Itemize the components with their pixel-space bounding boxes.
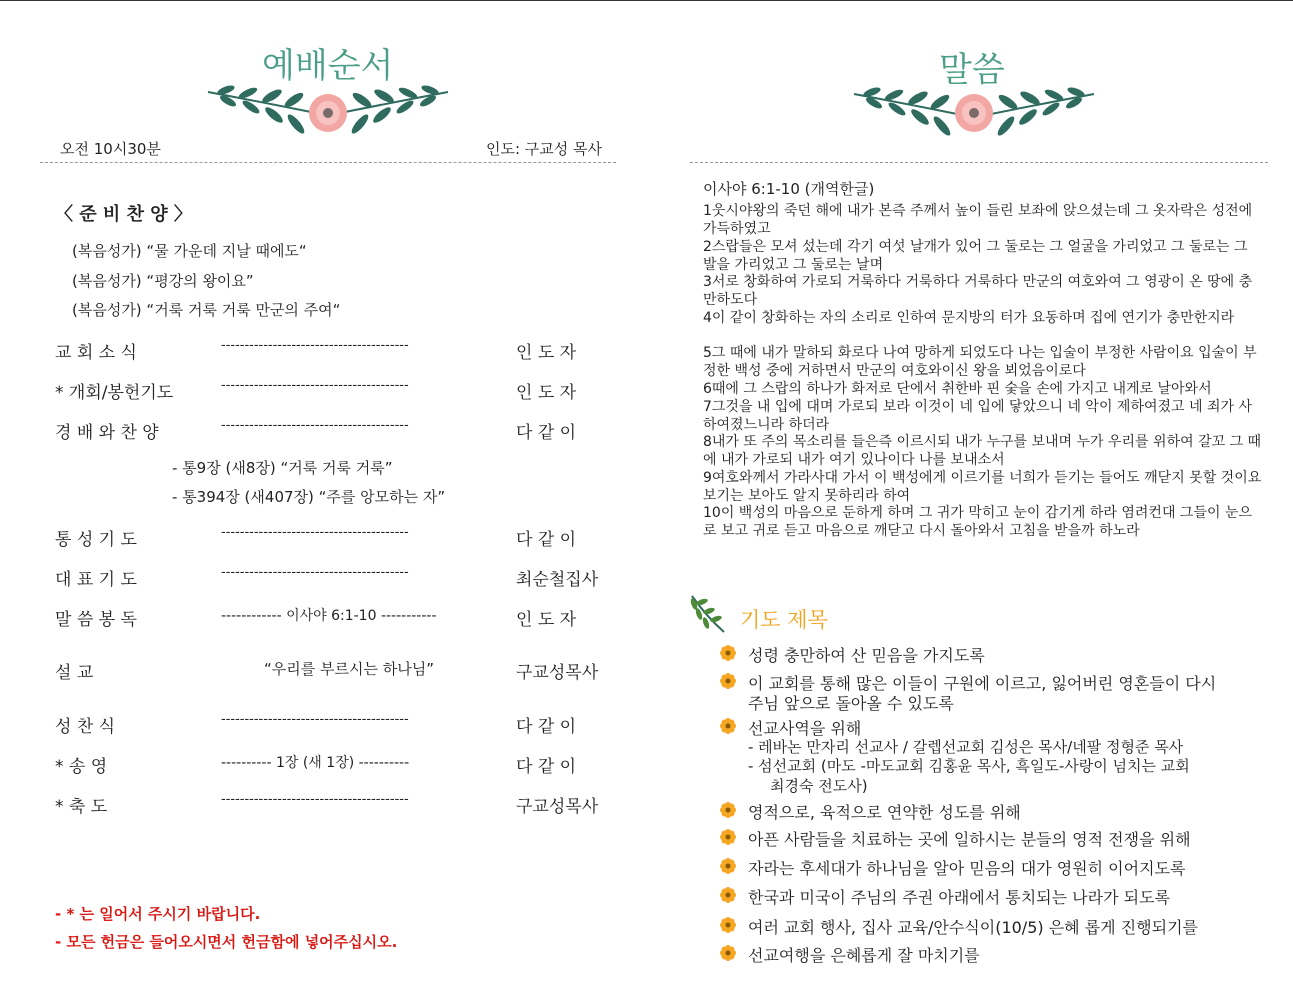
verse: 10이 백성의 마음으로 둔하게 하며 그 귀가 막히고 눈이 감기게 하라 염려컨대 그들이 눈으로 보고 귀로 듣고 마음으로 깨닫고 다시 돌아와서 고침을 받을까 하노라: [703, 505, 1253, 539]
order-who: 다 같 이: [516, 757, 577, 777]
hymn-item: - 통9장 (새8장) “거룩 거룩 거룩”: [172, 459, 393, 477]
verse: 3서로 창화하여 가로되 거룩하다 거룩하다 거룩하다 만군의 여호와여 그 영광이 온 땅에 충만하도다: [703, 274, 1253, 308]
order-scripture: ------------ 이사야 6:1-10 -----------: [221, 608, 437, 624]
prayer-item: 한국과 미국이 주님의 주권 아래에서 통치되는 나라가 되도록: [748, 888, 1171, 907]
flower-bullet-icon: [720, 858, 736, 874]
leaf-sprig-icon: [688, 594, 728, 636]
prayer-subitem: - 레바논 만자리 선교사 / 갈렙선교회 김성은 목사/네팔 정형준 목사: [748, 738, 1184, 756]
order-dashes: ----------------------------------------: [221, 525, 409, 540]
prayer-title: 기도 제목: [740, 608, 828, 632]
prayer-item: 이 교회를 통해 많은 이들이 구원에 이르고, 잃어버린 영혼들이 다시: [748, 674, 1217, 693]
order-who: 다 같 이: [516, 423, 577, 443]
scripture-ref: 이사야 6:1-10 (개역한글): [703, 180, 875, 198]
sermon-title: “우리를 부르시는 하나님”: [264, 660, 434, 678]
prayer-item: 여러 교회 행사, 집사 교육/안수식이(10/5) 은혜 롭게 진행되기를: [748, 918, 1198, 937]
order-label: * 개회/봉헌기도: [55, 383, 174, 403]
prayer-item: 성령 충만하여 산 믿음을 가지도록: [748, 646, 985, 665]
verse: 8내가 또 주의 목소리를 들은즉 이르시되 내가 누구를 보내며 누가 우리를 위하여 갈꼬 그 때에 내가 가로되 내가 여기 있나이다 나를 보내소서: [703, 434, 1262, 468]
order-label: 교 회 소 식: [55, 343, 137, 363]
order-who: 인 도 자: [516, 343, 577, 363]
prayer-item: 아픈 사람들을 치료하는 곳에 일하시는 분들의 영적 전쟁을 위해: [748, 830, 1191, 849]
order-dashes: ----------------------------------------: [221, 565, 409, 580]
order-label: 대 표 기 도: [55, 570, 137, 590]
flower-bullet-icon: [720, 645, 736, 661]
wreath-ornament-icon: [206, 82, 450, 140]
flower-bullet-icon: [720, 673, 736, 689]
right-divider: [690, 162, 1268, 163]
order-who: 다 같 이: [516, 530, 577, 550]
flower-bullet-icon: [720, 917, 736, 933]
flower-bullet-icon: [720, 802, 736, 818]
order-who: 최순철집사: [516, 570, 599, 590]
verse: 1웃시야왕의 죽던 해에 내가 본즉 주께서 높이 들린 보좌에 앉으셨는데 그 옷자락은 성전에 가득하였고: [703, 203, 1253, 237]
flower-bullet-icon: [720, 887, 736, 903]
order-dashes: ----------------------------------------: [221, 378, 409, 393]
order-label: 경 배 와 찬 양: [55, 423, 159, 443]
flower-bullet-icon: [720, 945, 736, 961]
flower-bullet-icon: [720, 718, 736, 734]
order-label: 통 성 기 도: [55, 530, 137, 550]
order-who: 다 같 이: [516, 717, 577, 737]
prayer-item: 선교사역을 위해: [748, 719, 862, 738]
verse: 7그것을 내 입에 대며 가로되 보라 이것이 네 입에 닿았으니 네 악이 제하여졌고 네 죄가 사하여졌느니라 하더라: [703, 399, 1252, 433]
service-time: 오전 10시30분: [60, 140, 161, 158]
prayer-item: 자라는 후세대가 하나님을 알아 믿음의 대가 영원히 이어지도록: [748, 859, 1186, 878]
verse: 4이 같이 창화하는 자의 소리로 인하여 문지방의 터가 요동하며 집에 연기가 충만한지라: [703, 310, 1235, 326]
order-label: 말 씀 봉 독: [55, 610, 137, 630]
order-who: 구교성목사: [516, 663, 599, 683]
order-dashes: ----------------------------------------: [221, 418, 409, 433]
order-label: * 축 도: [55, 797, 108, 817]
prep-worship-heading: 〈 준 비 찬 양 〉: [55, 204, 192, 225]
left-title: 예배순서: [262, 46, 394, 86]
flower-bullet-icon: [720, 829, 736, 845]
order-who: 구교성목사: [516, 797, 599, 817]
page-top-border: [0, 0, 1293, 1]
note-stand: - * 는 일어서 주시기 바랍니다.: [55, 905, 261, 923]
prep-song: (복음성가) “거룩 거룩 거룩 만군의 주여“: [72, 301, 341, 319]
prayer-item-cont: 주님 앞으로 돌아올 수 있도록: [748, 694, 954, 713]
order-dashes: ----------------------------------------: [221, 792, 409, 807]
verse: 9여호와께서 가라사대 가서 이 백성에게 이르기를 너희가 듣기는 들어도 깨닫지 못할 것이요 보기는 보아도 알지 못하리라 하여: [703, 470, 1262, 504]
order-hymn: ---------- 1장 (새 1장) ----------: [221, 755, 410, 771]
service-leader: 인도: 구교성 목사: [486, 140, 603, 158]
order-dashes: ----------------------------------------: [221, 338, 409, 353]
left-divider: [40, 162, 616, 163]
order-dashes: ----------------------------------------: [221, 712, 409, 727]
order-label: 설 교: [55, 663, 94, 683]
prep-song: (복음성가) “물 가운데 지날 때에도“: [72, 242, 307, 260]
order-who: 인 도 자: [516, 383, 577, 403]
order-label: 성 찬 식: [55, 717, 116, 737]
prayer-item: 영적으로, 육적으로 연약한 성도를 위해: [748, 803, 1021, 822]
verse: 5그 때에 내가 말하되 화로다 나여 망하게 되었도다 나는 입술이 부정한 사람이요 입술이 부정한 백성 중에 거하면서 만군의 여호와이신 왕을 뵈었음이로다: [703, 345, 1257, 379]
prayer-subitem: - 섬선교회 (마도 -마도교회 김홍윤 목사, 흑일도-사랑이 넘치는 교회: [748, 757, 1190, 775]
order-label: * 송 영: [55, 757, 108, 777]
verse: 6때에 그 스랍의 하나가 화저로 단에서 취한바 핀 숯을 손에 가지고 내게로 날아와서: [703, 381, 1212, 397]
prayer-item: 선교여행을 은혜롭게 잘 마치기를: [748, 946, 980, 965]
note-offering: - 모든 헌금은 들어오시면서 헌금함에 넣어주십시오.: [55, 933, 398, 951]
right-title: 말씀: [939, 50, 1005, 90]
verse: 2스랍들은 모셔 섰는데 각기 여섯 날개가 있어 그 둘로는 그 얼굴을 가리었고 그 둘로는 그 발을 가리었고 그 둘로는 날며: [703, 239, 1248, 273]
order-who: 인 도 자: [516, 610, 577, 630]
prayer-subitem-cont: 최경숙 전도사): [770, 777, 868, 795]
wreath-ornament-icon: [852, 84, 1096, 142]
prep-song: (복음성가) “평강의 왕이요”: [72, 272, 254, 290]
hymn-item: - 통394장 (새407장) “주를 앙모하는 자”: [172, 488, 446, 506]
